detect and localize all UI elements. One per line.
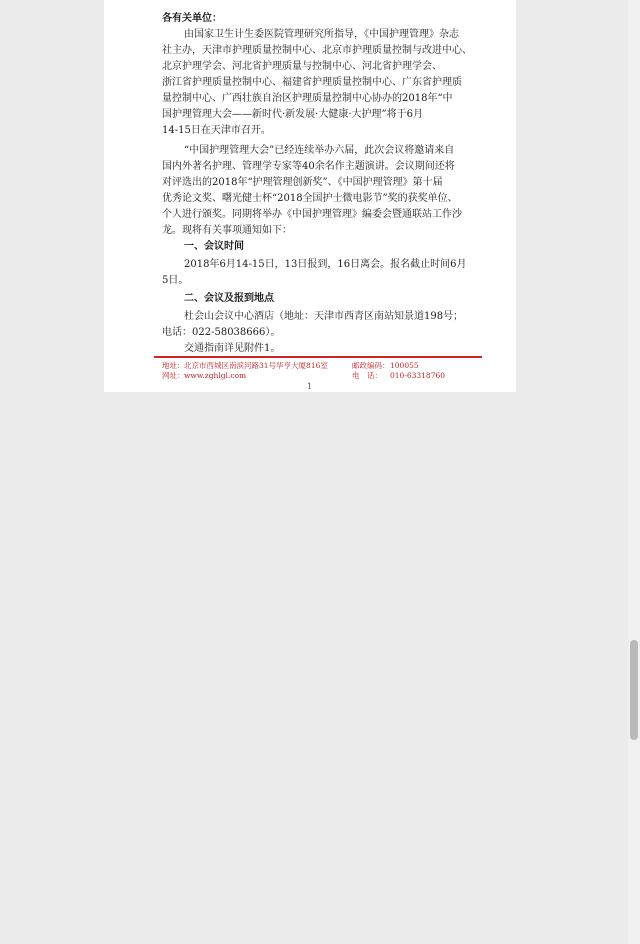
section-heading-location: 二、会议及报到地点: [184, 293, 274, 304]
footer-phone-label: 电 话：: [352, 371, 382, 380]
paragraph-line: 国内外著名护理、管理学专家等40余名作主题演讲。会议期间还将: [162, 161, 455, 172]
paragraph-line: 优秀论文奖、曙光健士杯“2018全国护士微电影节”奖的获奖单位、: [162, 193, 458, 204]
paragraph-line: 个人进行颁奖。同期将举办《中国护理管理》编委会暨通联站工作沙: [162, 209, 462, 220]
paragraph-line: 对评选出的2018年“护理管理创新奖”、《中国护理管理》第十届: [162, 177, 443, 188]
paragraph-line: 北京护理学会、河北省护理质量与控制中心、河北省护理学会、: [162, 61, 442, 72]
page-number: 1: [307, 382, 313, 391]
paragraph-line: “中国护理管理大会”已经连续举办六届，此次会议将邀请来自: [184, 145, 455, 156]
footer-website: www.zghlgl.com: [184, 371, 247, 380]
scrollbar-thumb[interactable]: [630, 640, 638, 740]
paragraph-line: 社主办，天津市护理质量控制中心、北京市护理质量控制与改进中心、: [162, 45, 472, 56]
paragraph-line: 5日。: [162, 275, 189, 286]
footer-postcode-label: 邮政编码：: [352, 361, 390, 370]
paragraph-line: 由国家卫生计生委医院管理研究所指导，《中国护理管理》杂志: [184, 29, 459, 40]
footer-postcode: 100055: [390, 361, 419, 370]
paragraph-line: 量控制中心、广西壮族自治区护理质量控制中心协办的2018年“中: [162, 93, 453, 104]
paragraph-line: 2018年6月14-15日，13日报到，16日离会。报名截止时间6月: [184, 259, 467, 270]
footer-phone: 010-63318760: [390, 371, 446, 380]
footer-website-label: 网址：: [162, 371, 185, 380]
paragraph-line: 国护理管理大会——新时代·新发展·大健康·大护理”将于6月: [162, 109, 424, 120]
paragraph-line: 14-15日在天津市召开。: [162, 125, 271, 136]
paragraph-line: 杜会山会议中心酒店（地址：天津市西青区南站知景道198号；: [184, 311, 464, 322]
paragraph-line: 电话：022-58038666）。: [162, 327, 281, 338]
paragraph-line: 交通指南详见附件1。: [184, 343, 281, 354]
scrollbar[interactable]: [628, 0, 640, 944]
salutation: 各有关单位：: [162, 13, 222, 24]
footer-divider: [154, 356, 482, 358]
footer-address: 北京市西城区南滨河路31号华亨大厦816室: [184, 361, 328, 370]
document-page-1: [104, 0, 516, 392]
section-heading-time: 一、会议时间: [184, 241, 244, 252]
paragraph-line: 浙江省护理质量控制中心、福建省护理质量控制中心、广东省护理质: [162, 77, 462, 88]
paragraph-line: 龙。现将有关事项通知如下：: [162, 225, 292, 236]
footer-address-label: 地址：: [162, 361, 185, 370]
